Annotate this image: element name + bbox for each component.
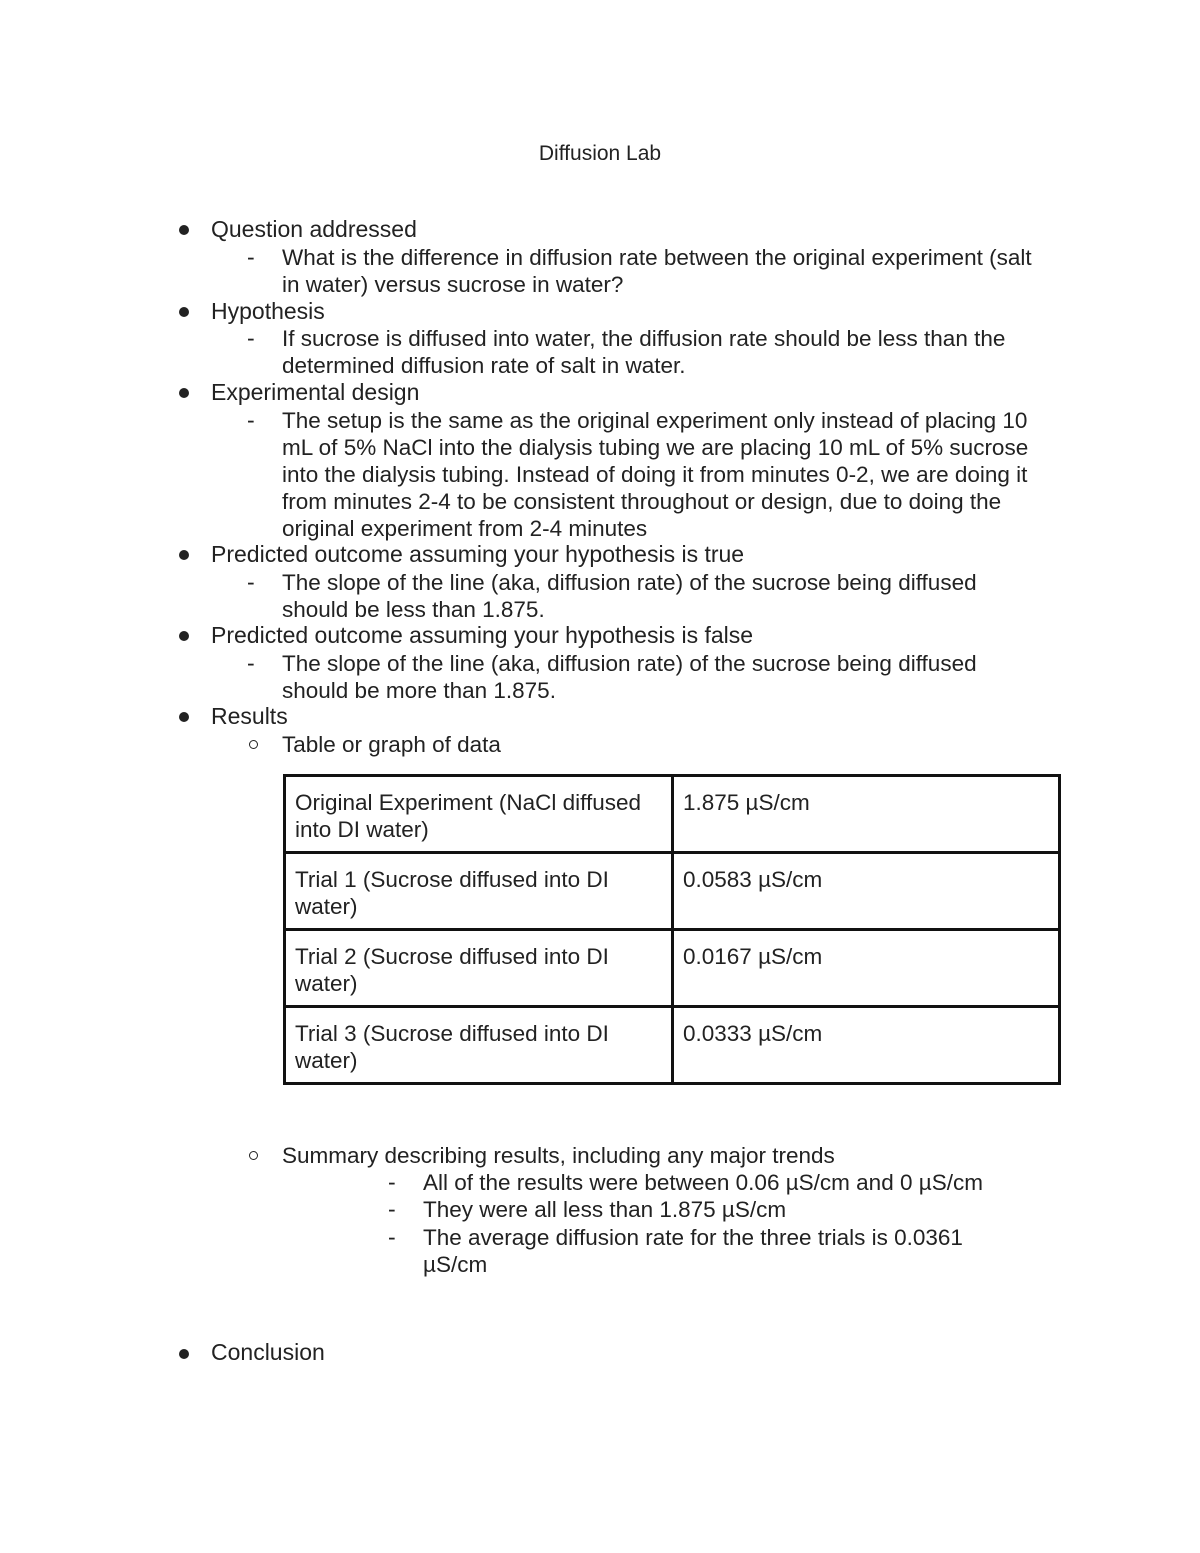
results-table: [283, 774, 1061, 1085]
dash-icon: -: [247, 569, 255, 595]
table-cell-label: Trial 2 (Sucrose diffused into DI water): [285, 930, 673, 1007]
table-row: [285, 1007, 1060, 1084]
table-cell-value: 0.0583 µS/cm: [673, 853, 1060, 930]
bullet-icon: [179, 550, 189, 560]
hypothesis-text: If sucrose is diffused into water, the diffusion rate should be less than the determined diffusion rate of salt in water.: [282, 326, 1006, 378]
heading-results: Results: [211, 703, 288, 729]
bullet-icon: [179, 307, 189, 317]
table-label: Table or graph of data: [282, 732, 501, 757]
design-text: The setup is the same as the original experiment only instead of placing 10 mL of 5% NaCl into the dialysis tubing we are placing 10 mL of 5% sucrose into the dialysis tubing. Instead of doing it from minutes 0-2, we are doing it from minutes 2-4 to be consistent throughout or design, due to doing the original experiment from 2-4 minutes: [282, 408, 1029, 541]
table-row: [285, 776, 1060, 853]
summary-label: Summary describing results, including any major trends: [282, 1143, 835, 1168]
predicted-true-text: The slope of the line (aka, diffusion rate) of the sucrose being diffused should be less than 1.875.: [282, 570, 977, 622]
circle-bullet-icon: [249, 740, 258, 749]
heading-conclusion: Conclusion: [211, 1339, 325, 1365]
dash-icon: -: [388, 1224, 396, 1250]
heading-design: Experimental design: [211, 379, 420, 405]
bullet-icon: [179, 225, 189, 235]
summary-item: The average diffusion rate for the three trials is 0.0361 µS/cm: [423, 1225, 963, 1277]
table-row: [285, 930, 1060, 1007]
circle-bullet-icon: [249, 1151, 258, 1160]
table-cell-label: Original Experiment (NaCl diffused into DI water): [285, 776, 673, 853]
heading-hypothesis: Hypothesis: [211, 298, 325, 324]
summary-item: All of the results were between 0.06 µS/cm and 0 µS/cm: [423, 1170, 983, 1195]
heading-predicted-false: Predicted outcome assuming your hypothesis is false: [211, 622, 754, 648]
question-text: What is the difference in diffusion rate between the original experiment (salt in water) versus sucrose in water?: [282, 245, 1032, 297]
dash-icon: -: [247, 244, 255, 270]
dash-icon: -: [388, 1196, 396, 1222]
table-cell-value: 1.875 µS/cm: [673, 776, 1060, 853]
table-row: [285, 853, 1060, 930]
heading-question: Question addressed: [211, 216, 417, 242]
dash-icon: -: [247, 325, 255, 351]
summary-item: They were all less than 1.875 µS/cm: [423, 1197, 787, 1222]
dash-icon: -: [247, 650, 255, 676]
bullet-icon: [179, 388, 189, 398]
dash-icon: -: [388, 1169, 396, 1195]
bullet-icon: [179, 712, 189, 722]
table-cell-label: Trial 3 (Sucrose diffused into DI water): [285, 1007, 673, 1084]
table-cell-value: 0.0167 µS/cm: [673, 930, 1060, 1007]
bullet-icon: [179, 631, 189, 641]
table-cell-label: Trial 1 (Sucrose diffused into DI water): [285, 853, 673, 930]
predicted-false-text: The slope of the line (aka, diffusion rate) of the sucrose being diffused should be more than 1.875.: [282, 651, 977, 703]
document-title: Diffusion Lab: [538, 142, 662, 165]
bullet-icon: [179, 1349, 189, 1359]
dash-icon: -: [247, 407, 255, 433]
table-cell-value: 0.0333 µS/cm: [673, 1007, 1060, 1084]
heading-predicted-true: Predicted outcome assuming your hypothesis is true: [211, 541, 745, 567]
